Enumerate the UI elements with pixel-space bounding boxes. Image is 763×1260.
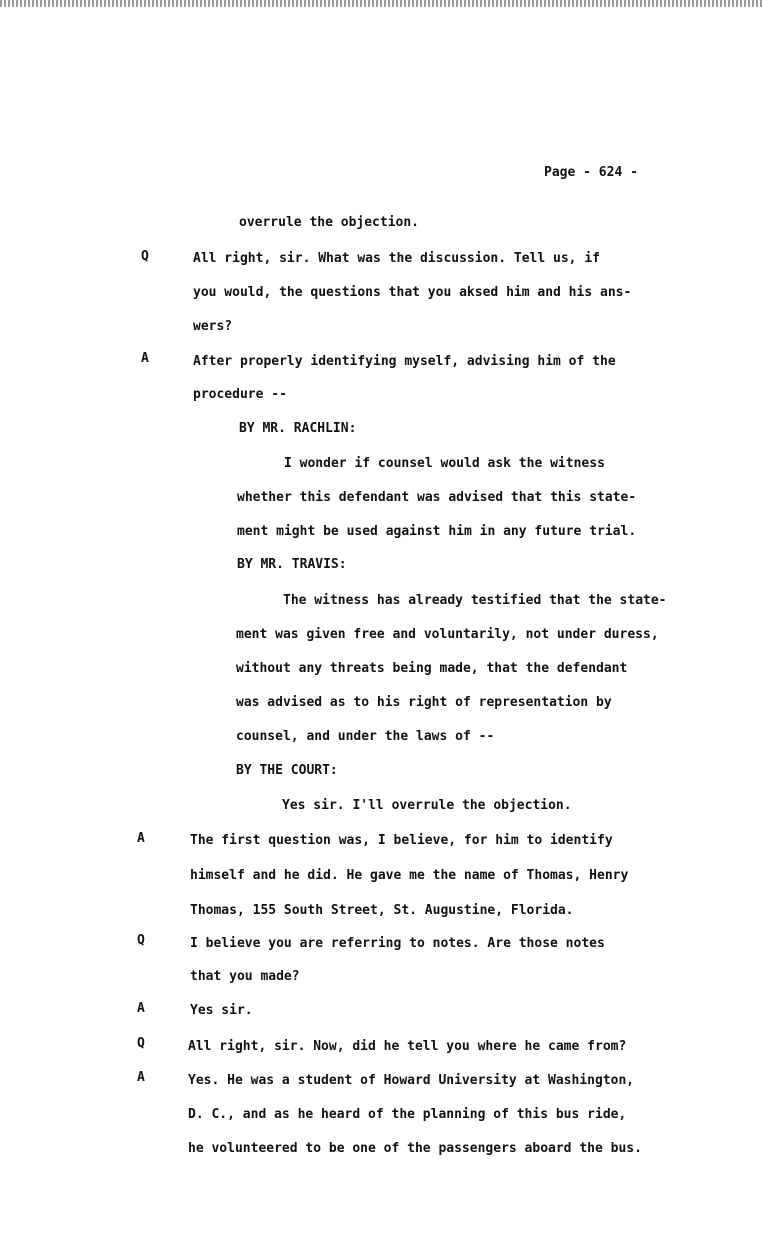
transcript-line: The witness has already testified that the state- [283, 593, 667, 608]
transcript-line: counsel, and under the laws of -- [236, 729, 495, 744]
question-marker: Q [141, 249, 149, 264]
transcript-line: After properly identifying myself, advising him of the [193, 354, 616, 369]
transcript-line: procedure -- [193, 387, 287, 402]
transcript-line: I wonder if counsel would ask the witness [284, 456, 605, 471]
transcript-line: whether this defendant was advised that this state- [237, 490, 637, 505]
transcript-line: Yes. He was a student of Howard University at Washington, [188, 1073, 635, 1088]
answer-marker: A [137, 1001, 145, 1016]
answer-marker: A [137, 1070, 145, 1085]
transcript-line: without any threats being made, that the defendant [236, 661, 628, 676]
transcript-line: The first question was, I believe, for him to identify [190, 833, 613, 848]
answer-marker: A [137, 831, 145, 846]
speaker-heading: BY THE COURT: [236, 763, 338, 778]
transcript-line: you would, the questions that you aksed him and his ans- [193, 285, 632, 300]
transcript-line: All right, sir. What was the discussion. Tell us, if [193, 251, 600, 266]
page-number: Page - 624 - [544, 165, 638, 180]
transcript-line: that you made? [190, 969, 300, 984]
scan-top-edge [0, 0, 763, 7]
transcript-line: was advised as to his right of representation by [236, 695, 612, 710]
transcript-line: D. C., and as he heard of the planning of this bus ride, [188, 1107, 627, 1122]
answer-marker: A [141, 351, 149, 366]
transcript-line: Yes sir. [190, 1003, 253, 1018]
transcript-line: ment might be used against him in any future trial. [237, 524, 637, 539]
transcript-line: wers? [193, 319, 233, 334]
transcript-line: Yes sir. I'll overrule the objection. [282, 798, 572, 813]
question-marker: Q [137, 933, 145, 948]
transcript-line: All right, sir. Now, did he tell you where he came from? [188, 1039, 627, 1054]
transcript-line: overrule the objection. [239, 215, 420, 230]
question-marker: Q [137, 1036, 145, 1051]
transcript-line: Thomas, 155 South Street, St. Augustine, Florida. [190, 903, 574, 918]
speaker-heading: BY MR. TRAVIS: [237, 557, 347, 572]
speaker-heading: BY MR. RACHLIN: [239, 421, 357, 436]
transcript-line: I believe you are referring to notes. Are those notes [190, 936, 605, 951]
transcript-line: himself and he did. He gave me the name of Thomas, Henry [190, 868, 629, 883]
transcript-line: ment was given free and voluntarily, not under duress, [236, 627, 659, 642]
transcript-line: he volunteered to be one of the passengers aboard the bus. [188, 1141, 642, 1156]
